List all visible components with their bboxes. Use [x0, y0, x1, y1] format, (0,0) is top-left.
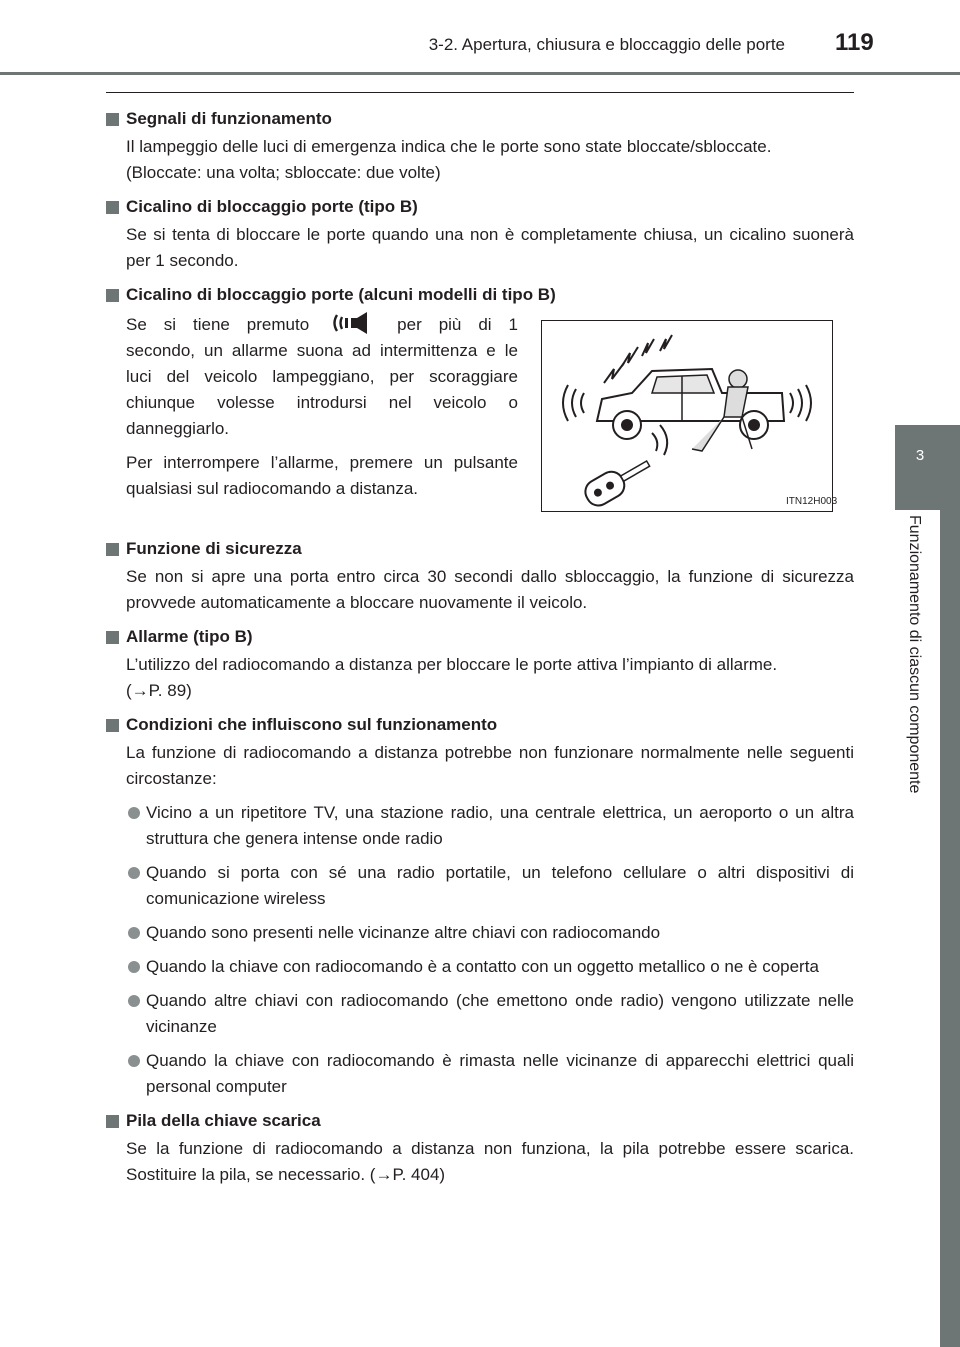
running-header: 3-2. Apertura, chiusura e bloccaggio delle porte: [428, 35, 785, 54]
square-bullet-icon: [106, 543, 119, 556]
section-heading: Segnali di funzionamento: [106, 106, 854, 132]
chapter-tab: [895, 425, 960, 510]
section-text: Se la funzione di radiocomando a distanza non funziona, la pila potrebbe essere scarica. Sostituire la pila, se necessario. (→P. 404): [126, 1139, 854, 1184]
content-top-rule: [106, 92, 854, 93]
round-bullet-icon: [128, 867, 140, 879]
round-bullet-icon: [128, 1055, 140, 1067]
section-heading: Pila della chiave scarica: [106, 1108, 854, 1134]
list-item: Vicino a un ripetitore TV, una stazione radio, una centrale elettrica, un aeroporto o un altra struttura che genera intense onde radio: [106, 800, 854, 852]
page-content: [106, 106, 854, 1188]
square-bullet-icon: [106, 631, 119, 644]
list-item: Quando altre chiavi con radiocomando (che emettono onde radio) vengono utilizzate nelle vicinanze: [106, 988, 854, 1040]
square-bullet-icon: [106, 201, 119, 214]
section-heading: Cicalino di bloccaggio porte (tipo B): [106, 194, 854, 220]
section-heading: Cicalino di bloccaggio porte (alcuni modelli di tipo B): [106, 282, 854, 308]
section-text: Il lampeggio delle luci di emergenza indica che le porte sono state bloccate/sbloccate. (Bloccate: una volta; sbloccate: due volte): [126, 137, 772, 182]
page-number: 119: [835, 29, 874, 56]
panic-button-icon: [331, 312, 375, 334]
figure-caption: ITN12H003: [786, 496, 838, 507]
header-rule: [0, 72, 960, 75]
alarm-figure-row: [106, 308, 854, 528]
section-text: L’utilizzo del radiocomando a distanza per bloccare le porte attiva l’impianto di allarme. (→P. 89): [126, 655, 778, 700]
round-bullet-icon: [128, 807, 140, 819]
list-item: Quando la chiave con radiocomando è a contatto con un oggetto metallico o ne è coperta: [106, 954, 854, 980]
section-text: La funzione di radiocomando a distanza potrebbe non funzionare normalmente nelle seguenti circostanze:: [126, 743, 854, 788]
alarm-illustration: [541, 320, 838, 512]
list-item: Quando la chiave con radiocomando è rimasta nelle vicinanze di apparecchi elettrici quali personal computer: [106, 1048, 854, 1100]
square-bullet-icon: [106, 113, 119, 126]
section-text: Se si tenta di bloccare le porte quando una non è completamente chiusa, un cicalino suonerà per 1 secondo.: [126, 225, 854, 270]
round-bullet-icon: [128, 961, 140, 973]
section-heading: Allarme (tipo B): [106, 624, 854, 650]
square-bullet-icon: [106, 719, 119, 732]
round-bullet-icon: [128, 995, 140, 1007]
square-bullet-icon: [106, 1115, 119, 1128]
list-item: Quando si porta con sé una radio portatile, un telefono cellulare o altri dispositivi di comunicazione wireless: [106, 860, 854, 912]
alarm-description: Se si tiene premuto per più di 1 secondo, un allarme suona ad intermittenza e le luci del veicolo lampeggiano, per scoraggiare chiunque volesse introdursi nel veicolo o danneggiarlo. Per interrompere l’allarme, premere un pulsante qualsiasi sul radiocomando a distanza.: [126, 312, 518, 510]
round-bullet-icon: [128, 927, 140, 939]
square-bullet-icon: [106, 289, 119, 302]
section-text: Se non si apre una porta entro circa 30 secondi dallo sbloccaggio, la funzione di sicurezza provvede automaticamente a bloccare nuovamente il veicolo.: [126, 567, 854, 612]
car-alarm-illustration: [542, 321, 838, 511]
section-heading: Condizioni che influiscono sul funzionamento: [106, 712, 854, 738]
list-item: Quando sono presenti nelle vicinanze altre chiavi con radiocomando: [106, 920, 854, 946]
chapter-number: 3: [915, 447, 925, 464]
chapter-title: Funzionamento di ciascun componente: [906, 515, 923, 794]
section-heading: Funzione di sicurezza: [106, 536, 854, 562]
